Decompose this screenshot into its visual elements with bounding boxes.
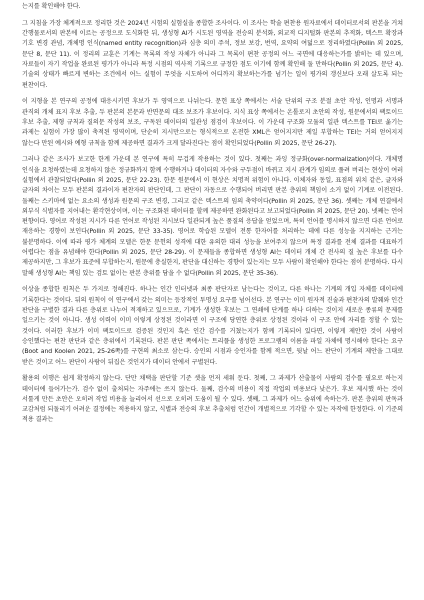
paragraph-1: 는지를 확인해야 한다. xyxy=(22,3,81,10)
paragraph-3: 이 지형을 본 연구의 공정에 대응시키면 후보가 두 영역으로 나뉘는다. 문헌 표상 쪽에서는 서술 단위의 구조 분절 초안 작성, 인명과 서명과 관직의 개체 표지 후보 추출, 두 판본의 본문과 반면문의 대조 보조가 후보이다. 지식 표상 쪽에서는 온톨로지 초안의 작성, 원문에서의 팩토이드 후보 추출, 제형 규칙과 질의문 작성의 보조, 구독된 데이터의 일관성 점검이 후보이다. 이 가운데 구조화 모듈의 일관 텍스트를 TEI로 옮기는 과제는 실험이 가장 많이 축적된 영역이며, 단순히 지시만으로는 형식적으로 온전한 XML은 얻어지지만 제일 부합하는 TEI는 거의 얻어지지 않는다 만된 예시와 예형 규칙을 함께 제공하면 결과가 크게 달라진다는 점이 확인되었다(Pollin 외 2025, 문단 26-27). xyxy=(22,98,403,147)
paragraph-5: 이상을 종합한 원칙은 두 가지로 정해진다. 하나는 인간 인터넷과 최종 판단자로 남는다는 것이고, 다른 하나는 기계의 개입 자체를 데이터에 기록한다는 것이다. 뒤의 원칙이 이 연구에서 갖는 의미는 등장적인 투명성 요구를 넘어선다. 본 연구는 이미 원자적 진술과 편찬자의 발췌와 인간 판단을 구별한 결과 다른 층위로 나누어 적재하고 있으므로, 기계가 생성한 후보는 그 연쇄에 단계를 하나 더하는 것이지 새로운 종류의 문제를 일으키는 것이 아니다. 생성 이력이 이미 이렇게 상정된 것이라면 이 구조에 당연한 층위로 상정된 것이라 이 구조 안에 자리를 정할 수 있는 것이다. 이러한 후보가 이미 팩토이드로 검증된 것인지 혹은 인간 검수를 거쳤는지가 함께 기록되어 있다면, 이렇게 제안한 것이 사람이 승인했다는 편찬 판단과 같은 층위에서 기록된다. 판본 판단 쪽에서는 트리플을 생성한 프로그램의 이름을 파일 자체에 명시해야 한다는 요구(Boot and Koolen 2021, 25-26쪽)를 구현의 최소로 삼는다. 승인의 시점과 승인자를 함께 적으면, 뒷날 어느 판단이 기계의 제안을 그대로 받은 것이고 어느 판단이 사람이 뒤집은 것인지가 데이터 안에서 구별된다. xyxy=(22,286,403,366)
paragraph-4: 그러나 같은 조사가 보고한 한계 가운데 본 연구에 특히 무겁게 작용하는 것이 있다. 첫째는 과잉 정규화(over-normalization)이다. 개체명 인식을 요청하였는데 요청하지 않은 정규화까지 함께 수행하거나 데이터의 자수와 구두점이 바뀌고 지시 관계가 임의로 풀려 버리는 현상이 여러 실험에서 관찰되었다(Pollin 외 2025, 문단 22-23). 한문 원문에서 이 현상은 치명적 위험이 아니다. 이체자와 동일, 표점의 위치 같은, 글자와 글자의 차이는 모두 판본의 결과이자 편찬자의 판단인데, 그 판단이 자동으로 수행되어 버리면 판본 층위의 책임이 소거 없이 기계로 이전된다. 둘째는 스키마에 없는 요소의 생성과 원문의 구조 변경, 그리고 같은 텍스트의 임의 축약이다(Pollin 외 2025, 문단 36). 셋째는 개체 연결에서 외부식 식별자를 지어내는 환각현상이며, 이는 구조화된 데이터를 할께 제공하면 완화된다고 보고되었다(Pollin 외 2025, 문단 20). 넷째는 언어 편향이다. 영어로 작성된 지시가 다른 언어로 작성된 지시보다 일관되게 높은 품질의 응답을 얻었으며, 특히 언어를 명시하지 않으면 다른 언어로 재응하는 경향이 보인다(Pollin 외 2025, 문단 33-35). 영어로 학습된 모델이 전통 한자어를 처리하는 데에 다른 성능을 지지하는 근거는 불분명하다. 이에 따라 평가 체계의 모델은 한문 문헌의 성격에 대한 유의한 대리 성능을 보여주지 않으며 특정 결과를 전체 결과를 대표하기 어렵다는 점을 유념해야 한다(Pollin 외 2025, 문단 28-29). 이 문제들을 종합하면 생성형 AI는 데이터 개체 간 전사의 질 높은 후보를 다수 제공하지만, 그 후보가 표준에 부합하는지, 원문에 충실한지, 판단을 대신하는 경향이 있는지는 모두 사람이 확인해야 한다는 점이 분명하다. 다시 말해 생성형 AI는 책임 있는 검토 없이는 판본 층위를 담을 수 없다(Pollin 외 2025, 문단 35-36). xyxy=(22,156,403,277)
paragraph-2: 그 지침을 가장 체계적으로 정리한 것은 2024년 시험의 실험실을 종합한 조사이다. 이 조사는 학술 편찬용 원자료에서 데이터로서의 판본을 거쳐 간행물로서의 판본에 이르는 공정으로 도식화한 뒤, 생성형 AI가 시도된 영역을 전승의 분석화, 외교적 디지털화 판본의 추적화, 텍스트 확장과 기호 변경 관념, 개체명 인식(named entity recognition)과 심층 의미 주석, 정보 보강, 번역, 요약의 여덟으로 정리하였다(Pollin 외 2025, 문단 8, 문단 11). 이 정리의 교훈은 기계는 목록의 작성 자체가 아니라 그 목록이 편찬 공정의 어느 국면에 대응하는가를 밝히는 데 있으며, 자료들이 자기 작업을 완료된 평가가 아니라 특정 시점의 역사적 기록으로 규정한 점도 이기에 함께 확인해 둘 만하다(Pollin 외 2025, 문단 4). 기술의 상태가 빠르게 변하는 조건에서 어느 실험이 무엇을 시도하여 어디까지 확보하는가를 넘기는 일이 평가의 갱신보다 오래 살도록 되는 편찬이다. xyxy=(22,19,403,89)
paragraph-6: 활용의 이행은 쉽게 확정하지 않는다. 단만 채택을 판단할 기준 셋을 먼저 세워 둔다. 첫째, 그 과제가 산출물이 사람의 검수를 필요로 하는지 데이터에 들어가는가. 검수 없이 출처되는 자주에는 쓰지 않는다. 둘째, 검수의 비용이 직접 작업의 비용보다 낮은가. 후보 제시했 하는 것이 서툴게 만든 초안은 오히려 작업 비용을 늘리어서 선으로 오히려 도움이 될 수 있다. 셋째, 그 과제가 어느 숨위에 속하는가. 판본 층위의 판독과 교감처럼 되돌리기 어려운 결정에는 적용하지 않고, 식별과 전승의 후보 추출처럼 인간이 개별적으로 기각할 수 있는 자작에 한정한다. 이 기준의 적용 결과는 xyxy=(22,375,403,424)
